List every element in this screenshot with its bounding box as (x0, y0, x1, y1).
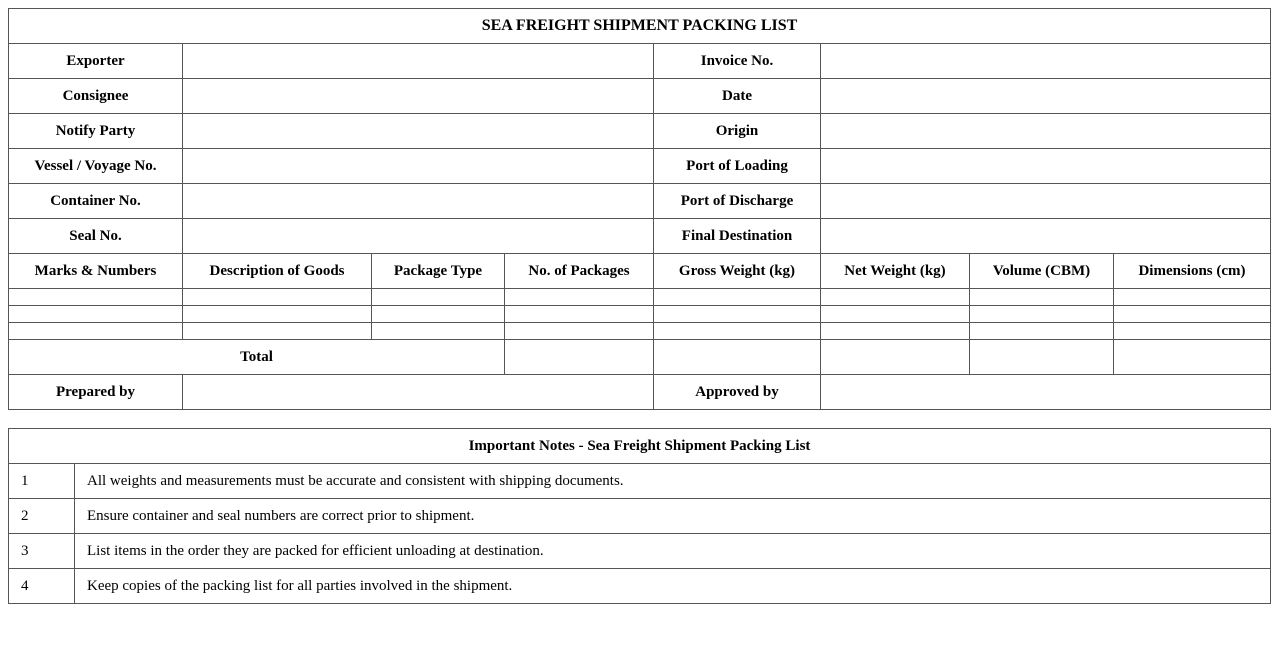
seal-no-label: Seal No. (9, 219, 183, 254)
prepared-by-field[interactable] (183, 375, 654, 410)
table-row (9, 323, 1271, 340)
exporter-field[interactable] (183, 44, 654, 79)
note-row (9, 464, 1271, 499)
total-volume-field[interactable] (970, 340, 1114, 375)
field-row (9, 219, 1271, 254)
notes-title: Important Notes - Sea Freight Shipment Packing List (9, 429, 1271, 464)
approved-by-field[interactable] (821, 375, 1271, 410)
item-cell[interactable] (1114, 323, 1271, 340)
item-cell[interactable] (9, 323, 183, 340)
column-header-packages: No. of Packages (505, 254, 654, 289)
port-of-loading-label: Port of Loading (654, 149, 821, 184)
total-net-weight-field[interactable] (821, 340, 970, 375)
total-dimensions-field[interactable] (1114, 340, 1271, 375)
column-header-net-weight: Net Weight (kg) (821, 254, 970, 289)
seal-no-field[interactable] (183, 219, 654, 254)
item-cell[interactable] (505, 323, 654, 340)
column-header-row (9, 254, 1271, 289)
approved-by-label: Approved by (654, 375, 821, 410)
total-label: Total (9, 340, 505, 375)
item-cell[interactable] (654, 306, 821, 323)
item-cell[interactable] (183, 306, 372, 323)
prepared-by-label: Prepared by (9, 375, 183, 410)
note-text: List items in the order they are packed for efficient unloading at destination. (75, 534, 1271, 569)
field-row (9, 114, 1271, 149)
item-cell[interactable] (183, 323, 372, 340)
column-header-description: Description of Goods (183, 254, 372, 289)
field-row (9, 44, 1271, 79)
notify-party-field[interactable] (183, 114, 654, 149)
total-gross-weight-field[interactable] (654, 340, 821, 375)
port-of-loading-field[interactable] (821, 149, 1271, 184)
item-cell[interactable] (372, 323, 505, 340)
item-cell[interactable] (970, 306, 1114, 323)
item-cell[interactable] (654, 289, 821, 306)
packing-list-table (8, 8, 1271, 410)
note-text: All weights and measurements must be accurate and consistent with shipping documents. (75, 464, 1271, 499)
date-label: Date (654, 79, 821, 114)
item-cell[interactable] (1114, 306, 1271, 323)
item-cell[interactable] (1114, 289, 1271, 306)
final-destination-label: Final Destination (654, 219, 821, 254)
port-of-discharge-field[interactable] (821, 184, 1271, 219)
note-text: Keep copies of the packing list for all parties involved in the shipment. (75, 569, 1271, 604)
exporter-label: Exporter (9, 44, 183, 79)
item-cell[interactable] (970, 289, 1114, 306)
note-number: 3 (9, 534, 75, 569)
column-header-marks: Marks & Numbers (9, 254, 183, 289)
note-row (9, 569, 1271, 604)
field-row (9, 79, 1271, 114)
signature-row (9, 375, 1271, 410)
note-row (9, 499, 1271, 534)
item-cell[interactable] (183, 289, 372, 306)
column-header-volume: Volume (CBM) (970, 254, 1114, 289)
notify-party-label: Notify Party (9, 114, 183, 149)
item-cell[interactable] (372, 306, 505, 323)
vessel-voyage-field[interactable] (183, 149, 654, 184)
item-cell[interactable] (821, 306, 970, 323)
notes-table (8, 428, 1271, 604)
item-cell[interactable] (9, 306, 183, 323)
container-no-label: Container No. (9, 184, 183, 219)
table-row (9, 306, 1271, 323)
item-cell[interactable] (970, 323, 1114, 340)
total-packages-field[interactable] (505, 340, 654, 375)
field-row (9, 149, 1271, 184)
note-text: Ensure container and seal numbers are correct prior to shipment. (75, 499, 1271, 534)
field-row (9, 184, 1271, 219)
invoice-no-field[interactable] (821, 44, 1271, 79)
container-no-field[interactable] (183, 184, 654, 219)
note-row (9, 534, 1271, 569)
date-field[interactable] (821, 79, 1271, 114)
vessel-voyage-label: Vessel / Voyage No. (9, 149, 183, 184)
item-cell[interactable] (821, 289, 970, 306)
table-row (9, 289, 1271, 306)
item-cell[interactable] (372, 289, 505, 306)
origin-label: Origin (654, 114, 821, 149)
note-number: 2 (9, 499, 75, 534)
total-row (9, 340, 1271, 375)
column-header-dimensions: Dimensions (cm) (1114, 254, 1271, 289)
final-destination-field[interactable] (821, 219, 1271, 254)
item-cell[interactable] (9, 289, 183, 306)
item-cell[interactable] (821, 323, 970, 340)
note-number: 4 (9, 569, 75, 604)
invoice-no-label: Invoice No. (654, 44, 821, 79)
consignee-field[interactable] (183, 79, 654, 114)
consignee-label: Consignee (9, 79, 183, 114)
origin-field[interactable] (821, 114, 1271, 149)
document-title: SEA FREIGHT SHIPMENT PACKING LIST (9, 9, 1271, 44)
column-header-package-type: Package Type (372, 254, 505, 289)
item-cell[interactable] (505, 289, 654, 306)
port-of-discharge-label: Port of Discharge (654, 184, 821, 219)
item-cell[interactable] (505, 306, 654, 323)
column-header-gross-weight: Gross Weight (kg) (654, 254, 821, 289)
note-number: 1 (9, 464, 75, 499)
item-cell[interactable] (654, 323, 821, 340)
